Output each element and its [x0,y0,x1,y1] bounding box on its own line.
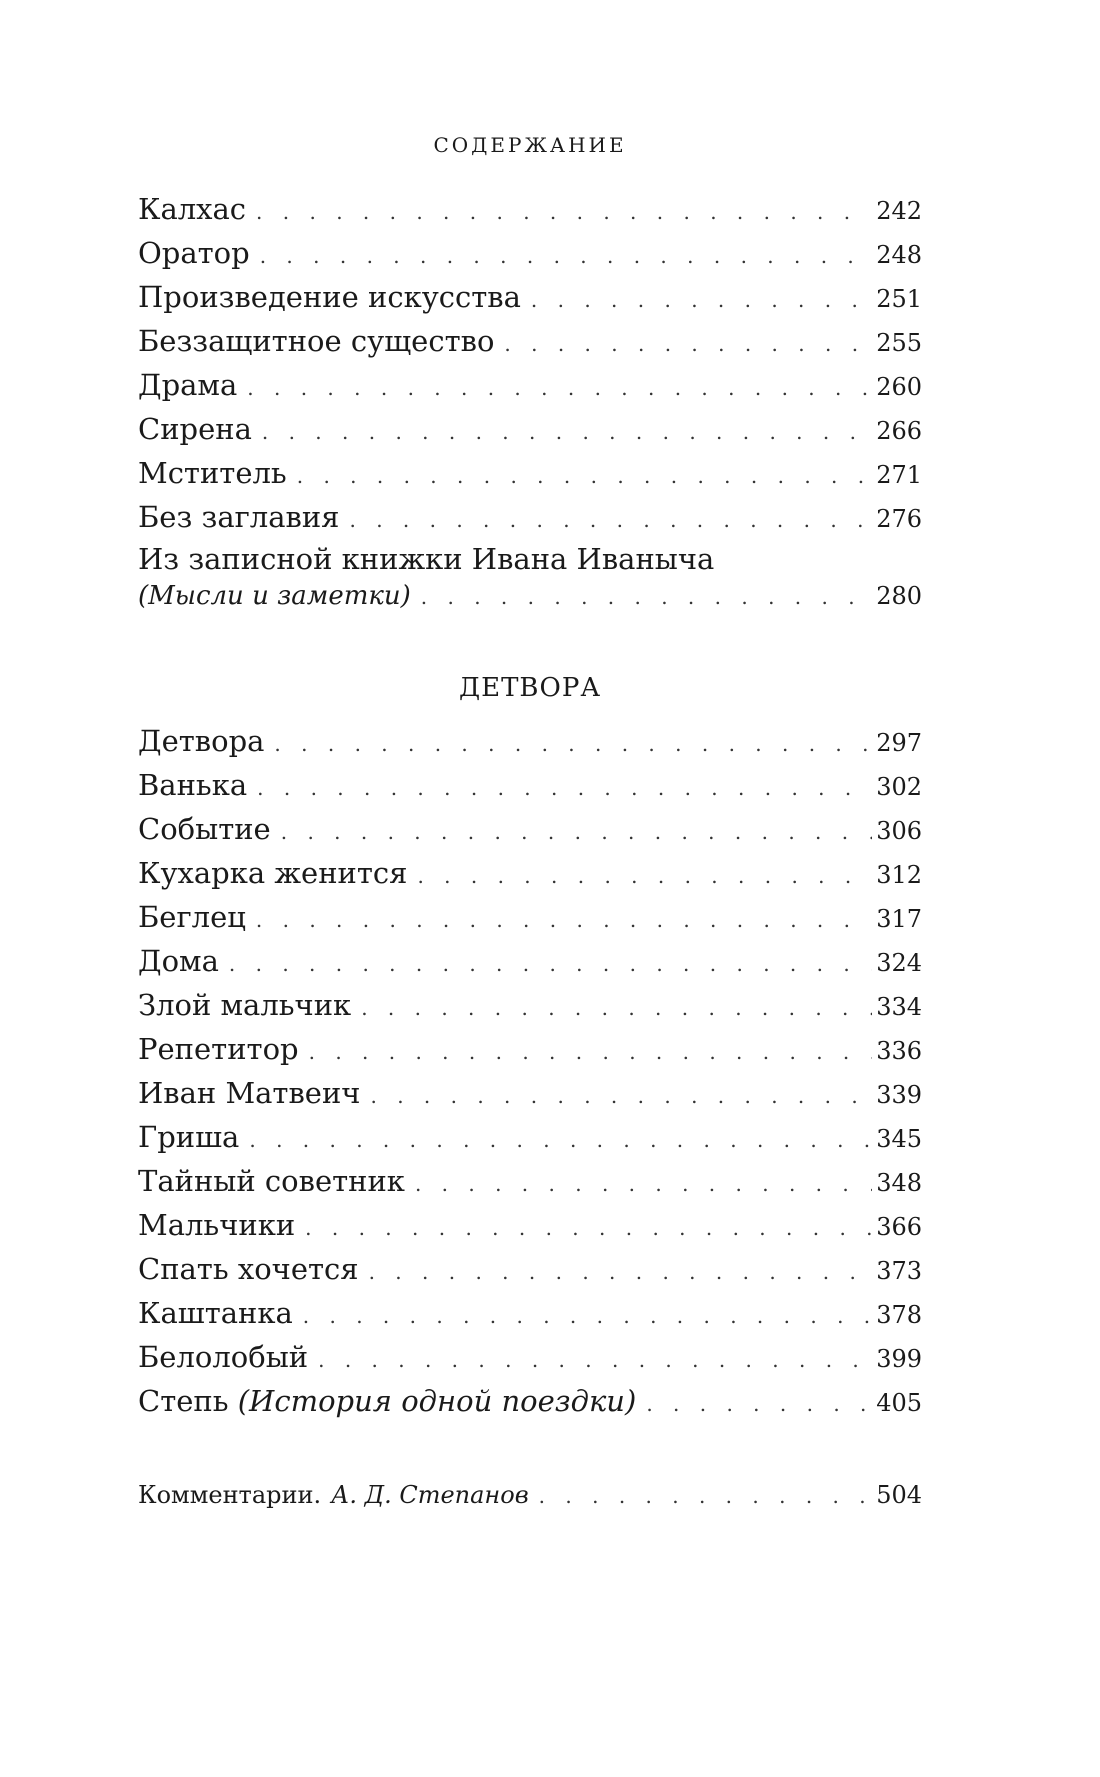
toc-entry[interactable] [138,1335,922,1379]
dot-leader [257,766,872,810]
toc-entry-title: Без заглавия [138,500,340,534]
toc-entry-page: 348 [876,1169,922,1197]
dot-leader [361,986,872,1030]
dot-leader [369,1250,873,1294]
dot-leader [297,454,872,498]
dot-leader [303,1294,872,1338]
toc-entry-page: 242 [876,197,922,225]
toc-entry[interactable] [138,939,922,983]
commentary-label: Комментарии. [138,1481,322,1509]
dot-leader [260,234,872,278]
toc-entry-page: 297 [876,729,922,757]
toc-entry-title: Драма [138,368,238,402]
toc-entry-commentary[interactable] [138,1475,922,1516]
dot-leader [531,278,872,322]
toc-entry-title: Мститель [138,456,287,490]
running-head: СОДЕРЖАНИЕ [433,133,627,157]
dot-leader [305,1206,872,1250]
toc-entry[interactable] [138,231,922,275]
commentary-author: А. Д. Степанов [331,1481,529,1509]
toc-entry-page: 399 [876,1345,922,1373]
toc-entry[interactable] [138,275,922,319]
toc-entry-page: 276 [876,505,922,533]
toc-entry-title: Кухарка женится [138,856,408,890]
toc-entry-title: Произведение искусства [138,280,521,314]
toc-entry[interactable] [138,983,922,1027]
toc-entry-page: 280 [876,582,922,610]
toc-entry[interactable] [138,1379,922,1423]
toc-entry-page: 255 [876,329,922,357]
toc-entry-title: Репетитор [138,1032,299,1066]
toc-entry-page: 378 [876,1301,922,1329]
dot-leader [256,190,872,234]
toc-entry-page: 306 [876,817,922,845]
toc-entry-title: Событие [138,812,271,846]
section-title: ДЕТВОРА [458,673,602,703]
toc-entry[interactable] [138,1203,922,1247]
toc-entry[interactable] [138,319,922,363]
toc-entry-title: Каштанка [138,1296,293,1330]
toc-entry-title: Ванька [138,768,248,802]
toc-entry-page: 317 [876,905,922,933]
toc-entry-page: 339 [876,1081,922,1109]
toc-entry[interactable] [138,1247,922,1291]
dot-leader [262,410,872,454]
toc-entry-subtitle: (Мысли и заметки) [138,581,411,611]
toc-entry-title: Иван Матвеич [138,1076,361,1110]
toc-entry[interactable] [138,1159,922,1203]
dot-leader [646,1382,872,1426]
dot-leader [539,1476,873,1516]
toc-entry[interactable] [138,1115,922,1159]
toc-entry-title: Белолобый [138,1340,309,1374]
dot-leader [229,942,872,986]
toc-entry[interactable] [138,539,922,613]
toc-entry-title: Из записной книжки Ивана Иваныча [138,542,715,576]
toc-entry-page: 312 [876,861,922,889]
toc-entry[interactable] [138,1291,922,1335]
dot-leader [247,366,872,410]
dot-leader [274,722,872,766]
dot-leader [318,1338,872,1382]
toc-entry-page: 345 [876,1125,922,1153]
toc-entry-title: Тайный советник [138,1164,405,1198]
toc-entry-title: Спать хочется [138,1252,359,1286]
toc-entry[interactable] [138,451,922,495]
dot-leader [415,1162,872,1206]
toc-entry-title: Беззащитное существо [138,324,495,358]
toc-entry[interactable] [138,495,922,539]
toc-entry-title: Беглец [138,900,246,934]
toc-entry-title: Сирена [138,412,252,446]
toc-list-part1 [138,187,922,613]
dot-leader [417,854,872,898]
toc-list-part2 [138,719,922,1423]
dot-leader [421,580,872,614]
toc-entry-page: 504 [876,1481,922,1509]
toc-entry[interactable] [138,851,922,895]
dot-leader [256,898,872,942]
toc-entry-page: 366 [876,1213,922,1241]
toc-entry[interactable] [138,407,922,451]
toc-entry-page: 405 [876,1389,922,1417]
toc-entry-subtitle: (История одной поездки) [237,1384,637,1418]
toc-entry[interactable] [138,1027,922,1071]
toc-entry-title: Мальчики [138,1208,296,1242]
toc-entry-page: 373 [876,1257,922,1285]
toc-entry-title: Гриша [138,1120,240,1154]
toc-entry-page: 251 [876,285,922,313]
dot-leader [349,498,872,542]
toc-entry-page: 248 [876,241,922,269]
dot-leader [370,1074,872,1118]
toc-entry-title: Детвора [138,724,265,758]
toc-entry-page: 336 [876,1037,922,1065]
toc-entry[interactable] [138,763,922,807]
toc-entry[interactable] [138,807,922,851]
toc-entry[interactable] [138,719,922,763]
dot-leader [249,1118,872,1162]
toc-entry[interactable] [138,1071,922,1115]
toc-entry-title: Дома [138,944,219,978]
toc-entry-subline [138,579,922,614]
toc-entry-page: 334 [876,993,922,1021]
toc-entry[interactable] [138,363,922,407]
toc-entry-page: 324 [876,949,922,977]
dot-leader [309,1030,873,1074]
dot-leader [504,322,872,366]
toc-entry-page: 271 [876,461,922,489]
toc-entry-page: 266 [876,417,922,445]
toc-entry[interactable] [138,895,922,939]
toc-entry-title: Оратор [138,236,250,270]
toc-entry-page: 260 [876,373,922,401]
toc-entry-title [138,1379,646,1423]
toc-entry[interactable] [138,187,922,231]
toc-entry-title: Калхас [138,192,247,226]
toc-entry-title-main: Степь [138,1384,229,1418]
dot-leader [281,810,872,854]
toc-entry-page: 302 [876,773,922,801]
toc-entry-title: Злой мальчик [138,988,352,1022]
